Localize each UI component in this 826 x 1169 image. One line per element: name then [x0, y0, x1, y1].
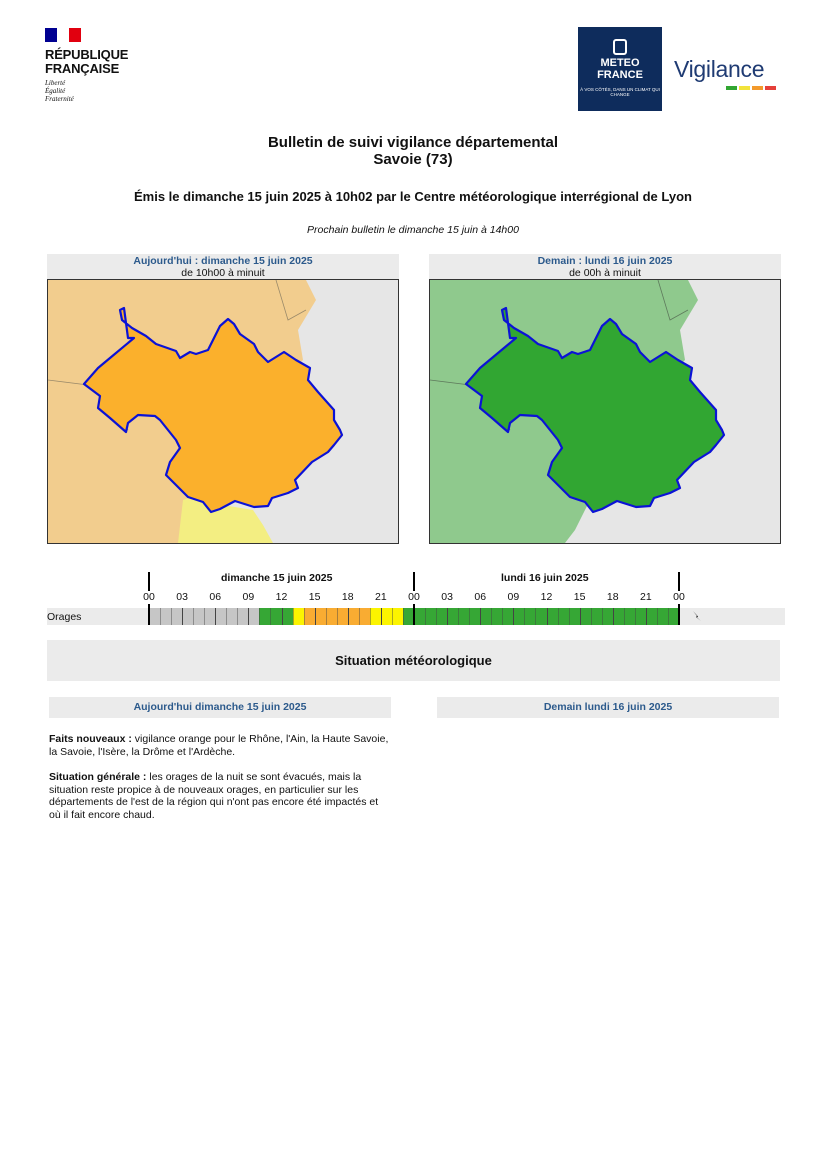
timeline-hour-label: 03: [441, 591, 453, 603]
timeline-hour-tick: [535, 608, 536, 625]
timeline-hour-tick: [591, 608, 592, 625]
meteo-france-logo: [578, 27, 662, 111]
timeline-hour-label: 06: [474, 591, 487, 603]
timeline-day1-label: dimanche 15 juin 2025: [221, 572, 333, 584]
timeline-hour-label: 12: [540, 591, 553, 603]
timeline-hour-tick: [282, 608, 283, 625]
timeline-hour-tick: [160, 608, 161, 625]
vigilance-logo: [674, 56, 776, 90]
today-map-header: [47, 254, 399, 280]
meteo-line2: FRANCE: [597, 69, 643, 81]
timeline-hour-label: 21: [640, 591, 652, 603]
timeline-hour-tick: [381, 608, 382, 625]
timeline-hour-label: 09: [242, 591, 255, 603]
timeline-hour-tick: [337, 608, 338, 625]
timeline-hour-tick: [215, 608, 216, 625]
tomorrow-map-header: [429, 254, 781, 280]
situation-heading: Situation météorologique: [47, 640, 780, 681]
next-bulletin: Prochain bulletin le dimanche 15 juin à 14h00: [307, 224, 519, 236]
today-situation-heading: Aujourd'hui dimanche 15 juin 2025: [49, 697, 391, 718]
timeline-hour-tick: [480, 608, 481, 625]
timeline-segment-yellow: [293, 608, 304, 625]
timeline-hour-tick: [447, 608, 448, 625]
timeline-hour-label: 09: [507, 591, 520, 603]
timeline-hour-tick: [635, 608, 636, 625]
timeline-day-tick: [413, 604, 415, 625]
timeline-hour-tick: [469, 608, 470, 625]
timeline-hour-tick: [491, 608, 492, 625]
timeline-hour-tick: [425, 608, 426, 625]
timeline-segment-green: [403, 608, 679, 625]
timeline-hour-label: 06: [209, 591, 222, 603]
timeline-hour-tick: [304, 608, 305, 625]
timeline-hour-label: 15: [308, 591, 321, 603]
timeline-hour-label: 00: [673, 591, 685, 603]
phenomenon-label: Orages: [47, 611, 82, 623]
timeline-hour-tick: [204, 608, 205, 625]
situation-generale-paragraph: [49, 771, 389, 821]
tomorrow-vigilance-map: [429, 279, 781, 544]
timeline-segment-green: [259, 608, 292, 625]
timeline-hour-tick: [193, 608, 194, 625]
motto-egalite: Égalité: [45, 87, 66, 95]
timeline-hour-tick: [624, 608, 625, 625]
timeline-midnight-marker: [413, 572, 415, 591]
timeline-hour-tick: [226, 608, 227, 625]
meteo-tagline: À VOS CÔTÉS, DANS UN CLIMAT QUI CHANGE: [580, 87, 660, 97]
timeline-hour-tick: [646, 608, 647, 625]
tomorrow-period: de 00h à minuit: [569, 267, 641, 279]
timeline-start-marker: [148, 572, 150, 591]
timeline-hour-tick: [524, 608, 525, 625]
timeline-hour-label: 18: [341, 591, 354, 603]
motto-liberte: Liberté: [45, 79, 66, 87]
timeline-hour-tick: [171, 608, 172, 625]
lightning-icon: [691, 610, 703, 625]
timeline-hour-label: 21: [375, 591, 387, 603]
timeline-hour-tick: [348, 608, 349, 625]
timeline-hour-label: 12: [275, 591, 288, 603]
timeline-hour-label: 00: [408, 591, 420, 603]
timeline-hour-tick: [182, 608, 183, 625]
timeline-hour-tick: [237, 608, 238, 625]
timeline-hour-tick: [326, 608, 327, 625]
republique-line2: FRANÇAISE: [45, 61, 120, 76]
timeline-hour-tick: [403, 608, 404, 625]
motto-fraternite: Fraternité: [45, 95, 74, 103]
tomorrow-situation-heading: Demain lundi 16 juin 2025: [437, 697, 779, 718]
tomorrow-date: Demain : lundi 16 juin 2025: [537, 255, 673, 267]
republique-francaise-logo: [45, 28, 145, 103]
timeline-end-marker: [678, 572, 680, 591]
timeline-segment-yellow: [370, 608, 403, 625]
timeline-hour-tick: [293, 608, 294, 625]
timeline-day-tick: [678, 604, 680, 625]
meteo-line1: METEO: [600, 57, 640, 69]
timeline-hour-tick: [513, 608, 514, 625]
timeline-hour-tick: [370, 608, 371, 625]
timeline-hour-label: 03: [176, 591, 188, 603]
today-situation-text: [49, 733, 389, 834]
bulletin-title: Bulletin de suivi vigilance départemental: [267, 134, 559, 151]
timeline-hour-tick: [359, 608, 360, 625]
meteo-france-symbol-icon: [613, 39, 627, 55]
faits-nouveaux-text: vigilance orange pour le Rhône, l'Ain, la Haute Savoie, la Savoie, l'Isère, la Drôme et l'Ardèche.: [49, 733, 389, 758]
timeline-hour-tick: [668, 608, 669, 625]
timeline-hour-tick: [569, 608, 570, 625]
emission-info: Émis le dimanche 15 juin 2025 à 10h02 par le Centre météorologique interrégional de Lyon: [134, 189, 692, 204]
timeline-hour-tick: [602, 608, 603, 625]
timeline-hour-tick: [315, 608, 316, 625]
timeline-hour-tick: [502, 608, 503, 625]
timeline-hour-label: 00: [143, 591, 155, 603]
timeline-day-tick: [148, 604, 150, 625]
department-title: Savoie (73): [373, 151, 453, 168]
timeline-hour-tick: [558, 608, 559, 625]
timeline-hour-tick: [392, 608, 393, 625]
situation-generale-label: Situation générale :: [49, 771, 147, 783]
timeline-hour-tick: [248, 608, 249, 625]
timeline-hour-tick: [580, 608, 581, 625]
timeline-day2-label: lundi 16 juin 2025: [501, 572, 589, 584]
timeline-hour-tick: [270, 608, 271, 625]
timeline-hour-label: 18: [606, 591, 619, 603]
vigilance-color-bars: [726, 86, 776, 90]
vigilance-word: Vigilance: [674, 56, 765, 82]
timeline-hour-tick: [547, 608, 548, 625]
timeline-hour-tick: [259, 608, 260, 625]
timeline-hour-tick: [436, 608, 437, 625]
french-flag-icon: [45, 28, 81, 42]
today-vigilance-map: [47, 279, 399, 544]
today-period: de 10h00 à minuit: [181, 267, 265, 279]
timeline-hour-tick: [613, 608, 614, 625]
today-date: Aujourd'hui : dimanche 15 juin 2025: [133, 255, 313, 267]
timeline-hour-tick: [458, 608, 459, 625]
situation-generale-text: les orages de la nuit se sont évacués, mais la situation reste propice à de nouveaux orages, en particulier sur les départements de l'est de la région qui n'ont pas encore été impactés et où il fait encore chaud.: [49, 771, 379, 821]
timeline-hour-tick: [657, 608, 658, 625]
timeline-hour-label: 15: [573, 591, 586, 603]
faits-nouveaux-label: Faits nouveaux :: [49, 733, 132, 745]
faits-nouveaux-paragraph: [49, 733, 389, 758]
republique-line1: RÉPUBLIQUE: [45, 47, 129, 62]
